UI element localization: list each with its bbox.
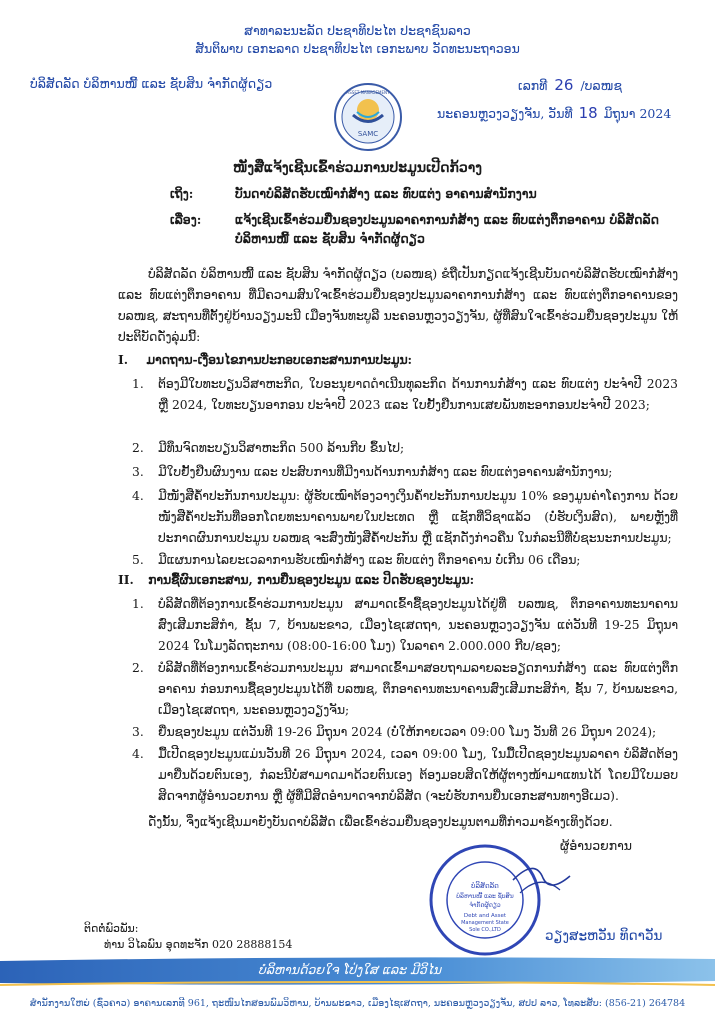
item-text: ບໍລິສັດທີ່ຕ້ອງການເຂົ້າຮ່ວມການປະມູນ ສາມາດເຂົ້າຊື້ຊອງປະມູນໄດ້ຢູ່ທີ່ ບລໜຊ, ຕຶກອາຄານທະນາຄານສົ່ງເສີມກະສິກຳ, ຊັ້ນ 7, ບ້ານພະຂາວ, ເມືອງໄຊເສດຖາ, ນະຄອນຫຼວງວຽງຈັນ ແຕ່ວັນທີ 19-25 ມິຖຸນາ 2024 ໃນໂມງລັດຖະການ (08:00-16:00 ໂມງ) ໃນລາຄາ 2.000.000 ກີບ/ຊອງ; (158, 597, 678, 653)
signature-title: ຜູ້ອຳນວຍການ (560, 838, 633, 853)
item-text: ຕ້ອງມີໃບທະບຽນວິສາຫະກິດ, ໃບອະນຸຍາດດຳເນີນທຸລະກິດ ດ້ານການກໍ່ສ້າງ ແລະ ທົບແຕ່ງ ປະຈຳປີ 2023 ຫຼື 2024, ໃບທະບຽນອາກອນ ປະຈຳປີ 2023 ແລະ ໃບຢັ້ງຢືນການເສຍພັນທະອາກອນປະຈຳປີ 2023; (158, 377, 678, 412)
footer-address: ສຳນັກງານໃຫຍ່ (ຊົ່ວຄາວ) ອາຄານເລກທີ 961, ຖະໜົນໄກສອນພົມວິຫານ, ບ້ານພະຂາວ, ເມືອງໄຊເສດຖາ, ນະຄອນຫຼວງວຽງຈັນ, ສປປ ລາວ, ໂທລະສັບ: (856-21) 264784 (29, 998, 686, 1009)
ref-number: 26 (554, 76, 574, 94)
list-item (132, 594, 678, 657)
signatory-name: ວຽງສະຫວັນ ທິດາວັນ (545, 928, 663, 944)
stamp-line-1: ບໍລິສັດລັດ (471, 882, 499, 890)
item-text: ມີທຶນຈົດທະບຽນວິສາຫະກິດ 500 ລ້ານກີບ ຂຶ້ນໄປ; (158, 441, 405, 455)
reference-number (518, 76, 622, 94)
stamp-line-3: ຈຳກັດຜູ້ດຽວ (469, 902, 501, 909)
item-text: ມີແຜນການໄລຍະເວລາການຮັບເໝົາກໍ່ສ້າງ ແລະ ທົບແຕ່ງ ຕຶກອາຄານ ບໍ່ເກີນ 06 ເດືອນ; (158, 553, 581, 567)
item-text: ມື້ເປີດຊອງປະມູນແມ່ນວັນທີ 26 ມິຖຸນາ 2024, ເວລາ 09:00 ໂມງ, ໃນມື້ເປີດຊອງປະມູນລາຄາ ບໍລິສັດຕ້ອງມາຍື່ນດ້ວຍຕົນເອງ, ກໍລະນີບໍ່ສາມາດມາດ້ວຍຕົນເອງ ຕ້ອງມອບສິດໃຫ້ຜູ້ຕາງໜ້າມາແທນໄດ້ ໂດຍມີໃບມອບສິດຈາກຜູ້ອຳນວຍການ ຫຼື ຜູ້ທີ່ມີສິດອຳນາດຈາກບໍລິສັດ (ຈະບໍ່ຮັບການຍື່ນເອກະສານທາງອີເມວ). (158, 747, 678, 803)
item-number: 1. (132, 377, 144, 391)
subject-line-2: ບໍລິຫານໜີ້ ແລະ ຊັບສິນ ຈຳກັດຜູ້ດຽວ (235, 231, 425, 246)
subject-value (235, 212, 675, 246)
subject-label: ເລື່ອງ: (170, 212, 202, 227)
list-item (132, 486, 678, 549)
item-number: 2. (132, 441, 144, 455)
item-number: 4. (132, 747, 144, 761)
organization-name: ບໍລິສັດລັດ ບໍລິຫານໜີ້ ແລະ ຊັບສິນ ຈຳກັດຜູ້ດຽວ (30, 76, 273, 91)
section-1-marker: I. (118, 352, 129, 367)
to-label: ເຖິງ: (170, 186, 194, 201)
stamp-en-3: Sole CO.,LTD (469, 927, 501, 933)
intro-paragraph: ບໍລິສັດລັດ ບໍລິຫານໜີ້ ແລະ ຊັບສິນ ຈຳກັດຜູ້ດຽວ (ບລໜຊ) ຂໍຖືເປັນກຽດແຈ້ງເຊີນບັນດາບໍລິສັດຮັບເໝົາກໍ່ສ້າງ ແລະ ທົບແຕ່ງຕຶກອາຄານ ທີ່ມີຄວາມສົນໃຈເຂົ້າຮ່ວມຍື່ນຊອງປະມູນລາຄາການກໍ່ສ້າງ ແລະ ທົບແຕ່ງຕຶກອາຄານຂອງ ບລໜຊ, ສະຖານທີ່ຕັ້ງຢູ່ບ້ານວຽງມະນີ ເມືອງຈັນທະບູລີ ນະຄອນຫຼວງວຽງຈັນ, ຜູ້ທີ່ສົນໃຈເຂົ້າຮ່ວມຍື່ນຊອງປະມູນ ໃຫ້ປະຕິບັດດັ່ງລຸ່ມນີ້: (118, 267, 678, 344)
logo-text: SAMC (357, 130, 379, 138)
item-number: 3. (132, 465, 144, 479)
header-line-2: ສັນຕິພາບ ເອກະລາດ ປະຊາທິປະໄຕ ເອກະພາບ ວັດທະນະຖາວອນ (195, 41, 520, 56)
ref-suffix: /ບລໜຊ (580, 78, 622, 93)
place-prefix: ນະຄອນຫຼວງວຽງຈັນ, ວັນທີ (437, 106, 573, 121)
place-date (437, 104, 671, 122)
logo-top-text: ASSET MANAGEMENT (346, 90, 390, 95)
document-title: ໜັງສືແຈ້ງເຊີນເຂົ້າຮ່ວມການປະມູນເປີດກ້ວາງ (232, 160, 483, 176)
item-text: ມີໜັງສືຄ້ຳປະກັນການປະມູນ: ຜູ້ຮັບເໝົາຕ້ອງວາງເງິນຄ້ຳປະກັນການປະມູນ 10% ຂອງມູນຄ່າໂຄງການ ດ້ວຍໜັງສືຄ້ຳປະກັນທີ່ອອກໂດຍທະນາຄານພາຍໃນປະເທດ ຫຼື ແຊັກທີ່ວິຊາແລ້ວ (ບໍ່ຮັບເງິນສົດ), ພາຍຫຼັງທີ່ປະກາດຜົນການປະມູນ ບລໜຊ ຈະສົ່ງໜັງສືຄ້ຳປະກັນ ຫຼື ແຊັກດັ່ງກ່າວຄືນ ໃນກໍລະນີທີ່ບໍ່ຊະນະການປະມູນ; (158, 489, 678, 545)
item-number: 4. (132, 489, 144, 503)
national-header (0, 22, 715, 58)
item-number: 1. (132, 597, 144, 611)
section-1-title: ມາດຖານ-ເງື່ອນໄຂການປະກອບເອກະສານການປະມູນ: (146, 352, 413, 367)
stamp-line-2: ບໍລິຫານໜີ້ ແລະ ຊັບສິນ (456, 893, 514, 900)
item-text: ບໍລິສັດທີ່ຕ້ອງການເຂົ້າຮ່ວມການປະມູນ ສາມາດເຂົ້າມາສອບຖາມລາຍລະອຽດການກໍ່ສ້າງ ແລະ ທົບແຕ່ງຕຶກອາຄານ ກ່ອນການຊື້ຊອງປະມູນໄດ້ທີ່ ບລໜຊ, ຕຶກອາຄານທະນາຄານສົ່ງເສີມກະສິກຳ, ຊັ້ນ 7, ບ້ານພະຂາວ, ເມືອງໄຊເສດຖາ, ນະຄອນຫຼວງວຽງຈັນ; (158, 661, 678, 717)
section-2-title: ການຊື້ຜົນເອກະສານ, ການຍື່ນຊອງປະມູນ ແລະ ປິດຮັບຊອງປະມູນ: (148, 572, 475, 587)
list-item (132, 744, 678, 807)
company-logo (333, 82, 403, 152)
stamp-en-1: Debt and Asset (463, 913, 507, 919)
date-month-year: ມິຖຸນາ 2024 (603, 106, 672, 121)
list-item (132, 462, 678, 483)
list-item (132, 374, 678, 416)
item-number: 2. (132, 661, 144, 675)
list-item (132, 438, 678, 459)
closing-paragraph: ດັ່ງນັ້ນ, ຈຶ່ງແຈ້ງເຊີນມາຍັງບັນດາບໍລິສັດ ເພື່ອເຂົ້າຮ່ວມຍື່ນຊອງປະມູນຕາມທີ່ກ່າວມາຂ້າງເທິງດ້ວຍ. (148, 815, 613, 829)
item-text: ຍື່ນຊອງປະມູນ ແຕ່ວັນທີ 19-26 ມິຖຸນາ 2024 (ບໍ່ໃຫ້ກາຍເວລາ 09:00 ໂມງ ວັນທີ 26 ມິຖຸນາ 2024); (158, 725, 657, 739)
date-day: 18 (578, 104, 598, 122)
footer-slogan: ບໍລິຫານດ້ວຍໃຈ ໂປ່ງໃສ ແລະ ມີວິໄນ (258, 962, 442, 977)
to-value: ບັນດາບໍລິສັດຮັບເໝົາກໍ່ສ້າງ ແລະ ທົບແຕ່ງ ອາຄານສຳນັກງານ (235, 186, 537, 201)
section-2-heading (118, 572, 474, 587)
section-1-heading (118, 352, 412, 367)
stamp-en-2: Management State (461, 920, 509, 926)
contact-person: ທ່ານ ວິໄລພົນ ອຸດທະຈັກ 020 28888154 (104, 938, 293, 951)
item-number: 5. (132, 553, 144, 567)
list-item (132, 722, 678, 743)
item-number: 3. (132, 725, 144, 739)
ref-prefix: ເລກທີ (518, 78, 548, 93)
contact-label: ຕິດຕໍ່ພົວພັນ: (84, 922, 139, 935)
list-item (132, 550, 678, 571)
header-line-1: ສາທາລະນະລັດ ປະຊາທິປະໄຕ ປະຊາຊົນລາວ (244, 23, 471, 38)
section-2-marker: II. (118, 572, 134, 587)
list-item (132, 658, 678, 721)
item-text: ມີໃບຢັ້ງຢືນຜົນງານ ແລະ ປະສົບການທີ່ມີງານດ້ານການກໍ່ສ້າງ ແລະ ທົບແຕ່ງອາຄານສຳນັກງານ; (158, 465, 613, 479)
subject-line-1: ແຈ້ງເຊີນເຂົ້າຮ່ວມຍື່ນຊອງປະມູນລາຄາການກໍ່ສ້າງ ແລະ ທົບແຕ່ງຕຶກອາຄານ ບໍລິສັດລັດ (235, 212, 660, 227)
